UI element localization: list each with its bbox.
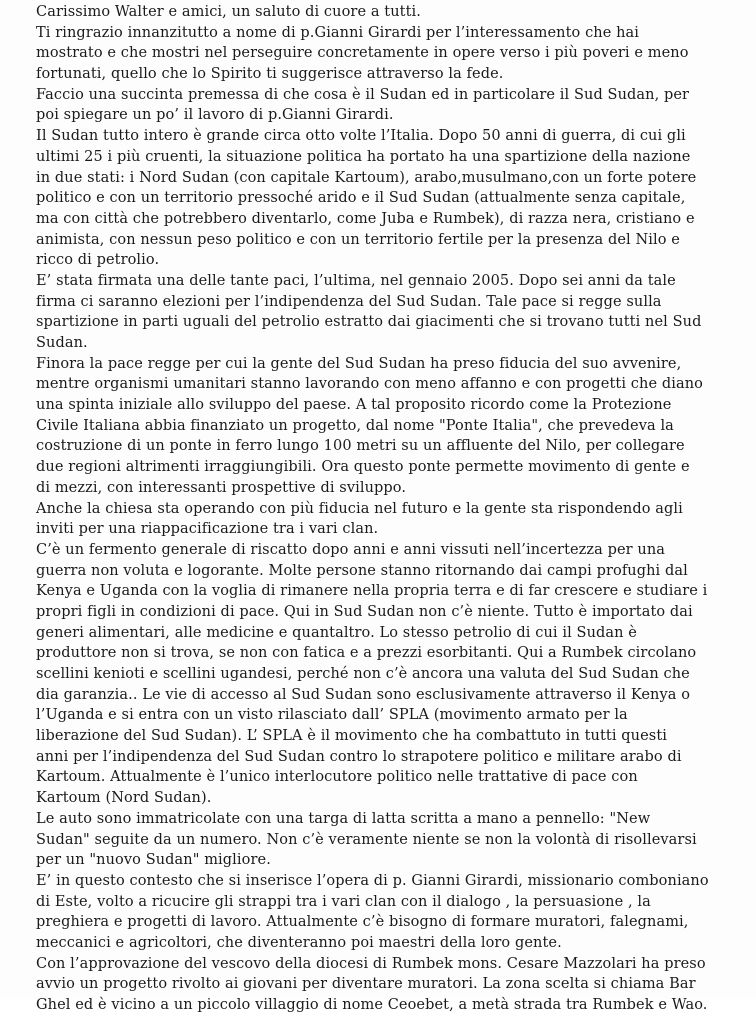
text-line: Finora la pace regge per cui la gente del Sud Sudan ha preso fiducia del suo avvenire, xyxy=(36,355,682,372)
text-line: due regioni altrimenti irraggiungibili. Ora questo ponte permette movimento di gente e xyxy=(36,459,690,476)
text-line: firma ci saranno elezioni per l’indipendenza del Sud Sudan. Tale pace si regge sulla xyxy=(36,293,662,310)
text-line: C’è un fermento generale di riscatto dopo anni e anni vissuti nell’incertezza per una xyxy=(36,541,666,558)
text-line: Carissimo Walter e amici, un saluto di cuore a tutti. xyxy=(36,4,421,20)
text-line: l’Uganda e si entra con un visto rilasciato dall’ SPLA (movimento armato per la xyxy=(36,707,628,724)
text-line: Ghel ed è vicino a un piccolo villaggio di nome Ceoebet, a metà strada tra Rumbek e Wao. xyxy=(36,997,708,1013)
text-line: preghiera e progetti di lavoro. Attualmente c’è bisogno di formare muratori, falegnami, xyxy=(36,914,689,931)
text-line: Kartoum. Attualmente è l’unico interlocutore politico nelle trattative di pace con xyxy=(36,769,638,786)
text-line: Ti ringrazio innanzitutto a nome di p.Gianni Girardi per l’interessamento che hai xyxy=(36,24,640,41)
text-line: poi spiegare un po’ il lavoro di p.Gianni Girardi. xyxy=(36,107,394,124)
text-line: per un "nuovo Sudan" migliore. xyxy=(36,852,271,869)
text-line: meccanici e agricoltori, che diventeranno poi maestri della loro gente. xyxy=(36,934,562,951)
text-line: una spinta iniziale allo sviluppo del paese. A tal proposito ricordo come la Protezione xyxy=(36,397,672,414)
text-line: produttore non si trova, se non con fatica e a prezzi esorbitanti. Qui a Rumbek circolano xyxy=(36,645,697,662)
text-line: Anche la chiesa sta operando con più fiducia nel futuro e la gente sta rispondendo agli xyxy=(36,500,683,517)
text-line: Civile Italiana abbia finanziato un progetto, dal nome "Ponte Italia", che prevedeva la xyxy=(36,417,674,434)
text-line: generi alimentari, alle medicine e quantaltro. Lo stesso petrolio di cui il Sudan è xyxy=(36,624,637,641)
text-line: mentre organismi umanitari stanno lavorando con meno affanno e con progetti che diano xyxy=(36,376,703,393)
letter-body xyxy=(36,2,752,1016)
text-line: dia garanzia.. Le vie di accesso al Sud Sudan sono esclusivamente attraverso il Kenya o xyxy=(36,686,691,703)
text-line: Le auto sono immatricolate con una targa di latta scritta a mano a pennello: "New xyxy=(36,810,651,827)
text-line: Faccio una succinta premessa di che cosa è il Sudan ed in particolare il Sud Sudan, per xyxy=(36,86,690,103)
text-line: ma con città che potrebbero diventarlo, come Juba e Rumbek), di razza nera, cristiano e xyxy=(36,210,695,227)
text-line: Kenya e Uganda con la voglia di rimanere nella propria terra e di far crescere e studiare i xyxy=(36,583,708,600)
text-line: di Este, volto a ricucire gli strappi tra i vari clan con il dialogo , la persuasione , la xyxy=(36,893,651,910)
text-line: ricco di petrolio. xyxy=(36,252,160,269)
text-line: Con l’approvazione del vescovo della diocesi di Rumbek mons. Cesare Mazzolari ha preso xyxy=(36,955,706,972)
text-line: propri figli in condizioni di pace. Qui in Sud Sudan non c’è niente. Tutto è importato dai xyxy=(36,603,693,620)
text-line: scellini kenioti e scellini ugandesi, perché non c’è ancora una valuta del Sud Sudan che xyxy=(36,666,690,682)
text-line: animista, con nessun peso politico e con un territorio fertile per la presenza del Nilo e xyxy=(36,231,680,248)
text-line: E’ in questo contesto che si inserisce l’opera di p. Gianni Girardi, missionario comboniano xyxy=(36,872,709,889)
text-line: spartizione in parti uguali del petrolio estratto dai giacimenti che si trovano tutti nel Sud xyxy=(36,314,702,331)
text-line: avvio un progetto rivolto ai giovani per diventare muratori. La zona scelta si chiama Bar xyxy=(36,976,696,993)
text-line: E’ stata firmata una delle tante paci, l’ultima, nel gennaio 2005. Dopo sei anni da tale xyxy=(36,272,676,289)
text-line: mostrato e che mostri nel perseguire concretamente in opere verso i più poveri e meno xyxy=(36,45,689,62)
text-line: in due stati: i Nord Sudan (con capitale Kartoum), arabo,musulmano,con un forte potere xyxy=(36,169,697,186)
text-line: politico e con un territorio pressoché arido e il Sud Sudan (attualmente senza capitale, xyxy=(36,190,686,207)
text-line: Sudan. xyxy=(36,335,88,351)
text-line: anni per l’indipendenza del Sud Sudan contro lo strapotere politico e militare arabo di xyxy=(36,748,682,765)
text-line: Il Sudan tutto intero è grande circa otto volte l’Italia. Dopo 50 anni di guerra, di cui gli xyxy=(36,128,686,145)
text-line: di mezzi, con interessanti prospettive di sviluppo. xyxy=(36,479,407,496)
text-line: inviti per una riappacificazione tra i vari clan. xyxy=(36,521,379,538)
text-line: fortunati, quello che lo Spirito ti suggerisce attraverso la fede. xyxy=(36,66,504,83)
text-line: liberazione del Sud Sudan). L’ SPLA è il movimento che ha combattuto in tutti questi xyxy=(36,728,668,745)
text-line: costruzione di un ponte in ferro lungo 100 metri su un affluente del Nilo, per collegare xyxy=(36,438,685,455)
text-line: guerra non voluta e logorante. Molte persone stanno ritornando dai campi profughi dal xyxy=(36,562,688,579)
text-line: ultimi 25 i più cruenti, la situazione politica ha portato ha una spartizione della nazione xyxy=(36,148,691,165)
text-line: Kartoum (Nord Sudan). xyxy=(36,790,212,807)
text-line: Sudan" seguite da un numero. Non c’è veramente niente se non la volontà di risollevarsi xyxy=(36,831,697,848)
